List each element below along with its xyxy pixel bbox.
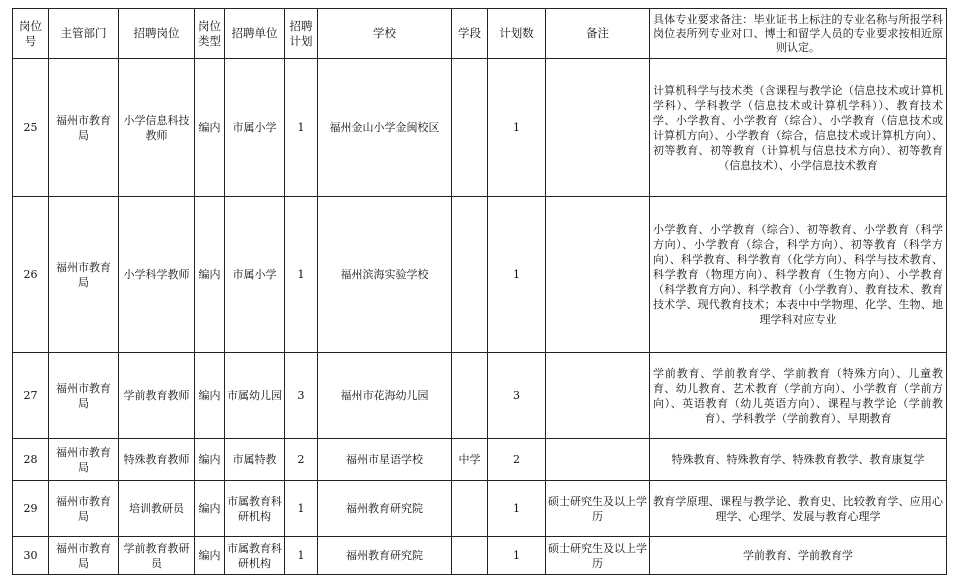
header-stage: 学段 — [452, 9, 488, 59]
cell-plan-count: 3 — [488, 353, 546, 439]
cell-remark — [546, 197, 650, 353]
cell-plan: 1 — [285, 197, 318, 353]
cell-major: 特殊教育、特殊教育学、特殊教育教学、教育康复学 — [650, 439, 947, 481]
cell-school: 福州金山小学金闽校区 — [318, 59, 452, 197]
cell-post-no: 27 — [13, 353, 49, 439]
header-plan: 招聘计划 — [285, 9, 318, 59]
header-remark: 备注 — [546, 9, 650, 59]
cell-dept: 福州市教育局 — [49, 353, 119, 439]
cell-stage — [452, 353, 488, 439]
cell-post-type: 编内 — [195, 537, 225, 575]
cell-major: 计算机科学与技术类（含课程与教学论（信息技术或计算机学科）、学科教学（信息技术或计算机学科））、教育技术学、小学教育、小学教育（综合）、小学教育（信息技术或计算机方向）、小学教育（综合，信息技术或计算机方向）、初等教育、初等教育（计算机与信息技术方向）、初等教育（信息技术）、小学信息技术教育 — [650, 59, 947, 197]
cell-school: 福州市花海幼儿园 — [318, 353, 452, 439]
header-post-no: 岗位号 — [13, 9, 49, 59]
table-row — [13, 59, 947, 197]
cell-stage — [452, 59, 488, 197]
cell-stage: 中学 — [452, 439, 488, 481]
cell-plan: 1 — [285, 59, 318, 197]
cell-post-type: 编内 — [195, 481, 225, 537]
cell-position: 培训教研员 — [119, 481, 195, 537]
cell-plan-count: 1 — [488, 197, 546, 353]
cell-dept: 福州市教育局 — [49, 197, 119, 353]
cell-major: 学前教育、学前教育学 — [650, 537, 947, 575]
cell-position: 学前教育教师 — [119, 353, 195, 439]
cell-plan-count: 2 — [488, 439, 546, 481]
cell-position: 学前教育教研员 — [119, 537, 195, 575]
cell-dept: 福州市教育局 — [49, 537, 119, 575]
cell-dept: 福州市教育局 — [49, 481, 119, 537]
cell-post-no: 25 — [13, 59, 49, 197]
cell-school: 福州滨海实验学校 — [318, 197, 452, 353]
header-position: 招聘岗位 — [119, 9, 195, 59]
header-unit: 招聘单位 — [225, 9, 285, 59]
cell-post-no: 26 — [13, 197, 49, 353]
cell-unit: 市属教育科研机构 — [225, 481, 285, 537]
header-row — [13, 9, 947, 59]
cell-position: 小学信息科技教师 — [119, 59, 195, 197]
cell-plan: 2 — [285, 439, 318, 481]
cell-major: 教育学原理、课程与教学论、教育史、比较教育学、应用心理学、心理学、发展与教育心理学 — [650, 481, 947, 537]
cell-plan: 1 — [285, 537, 318, 575]
cell-plan: 3 — [285, 353, 318, 439]
cell-plan-count: 1 — [488, 481, 546, 537]
cell-dept: 福州市教育局 — [49, 59, 119, 197]
cell-stage — [452, 537, 488, 575]
cell-remark: 硕士研究生及以上学历 — [546, 481, 650, 537]
cell-plan: 1 — [285, 481, 318, 537]
cell-school: 福州市星语学校 — [318, 439, 452, 481]
table-row — [13, 537, 947, 575]
table-row — [13, 353, 947, 439]
header-post-type: 岗位类型 — [195, 9, 225, 59]
cell-post-type: 编内 — [195, 197, 225, 353]
cell-dept: 福州市教育局 — [49, 439, 119, 481]
table-row — [13, 197, 947, 353]
cell-unit: 市属小学 — [225, 197, 285, 353]
cell-unit: 市属教育科研机构 — [225, 537, 285, 575]
cell-remark — [546, 439, 650, 481]
cell-remark — [546, 59, 650, 197]
cell-post-no: 29 — [13, 481, 49, 537]
cell-major: 小学教育、小学教育（综合）、初等教育、小学教育（科学方向）、小学教育（综合，科学方向）、初等教育（科学方向）、科学教育、科学教育（化学方向）、科学与技术教育、科学教育（物理方向）、科学教育（生物方向）、小学教育（科学教育方向）、科学教育（小学教育）、教育技术、教育技术学、现代教育技术；本表中中学物理、化学、生物、地理学科对应专业 — [650, 197, 947, 353]
cell-post-type: 编内 — [195, 353, 225, 439]
cell-major: 学前教育、学前教育学、学前教育（特殊方向）、儿童教育、幼儿教育、艺术教育（学前方向）、小学教育（学前方向）、英语教育（幼儿英语方向）、课程与教学论（学前教育）、学科教学（学前教育）、早期教育 — [650, 353, 947, 439]
cell-post-no: 30 — [13, 537, 49, 575]
cell-post-type: 编内 — [195, 59, 225, 197]
table-row — [13, 439, 947, 481]
header-plan-count: 计划数 — [488, 9, 546, 59]
cell-unit: 市属幼儿园 — [225, 353, 285, 439]
cell-plan-count: 1 — [488, 59, 546, 197]
recruitment-table — [12, 8, 947, 575]
cell-school: 福州教育研究院 — [318, 537, 452, 575]
cell-post-no: 28 — [13, 439, 49, 481]
cell-remark: 硕士研究生及以上学历 — [546, 537, 650, 575]
table-row — [13, 481, 947, 537]
header-dept: 主管部门 — [49, 9, 119, 59]
cell-school: 福州教育研究院 — [318, 481, 452, 537]
cell-plan-count: 1 — [488, 537, 546, 575]
cell-position: 特殊教育教师 — [119, 439, 195, 481]
header-major-note: 具体专业要求备注：毕业证书上标注的专业名称与所报学科岗位表所列专业对口、博士和留学人员的专业要求按相近原则认定。 — [650, 9, 947, 59]
header-school: 学校 — [318, 9, 452, 59]
cell-stage — [452, 197, 488, 353]
cell-unit: 市属特教 — [225, 439, 285, 481]
cell-remark — [546, 353, 650, 439]
cell-unit: 市属小学 — [225, 59, 285, 197]
cell-stage — [452, 481, 488, 537]
cell-position: 小学科学教师 — [119, 197, 195, 353]
cell-post-type: 编内 — [195, 439, 225, 481]
